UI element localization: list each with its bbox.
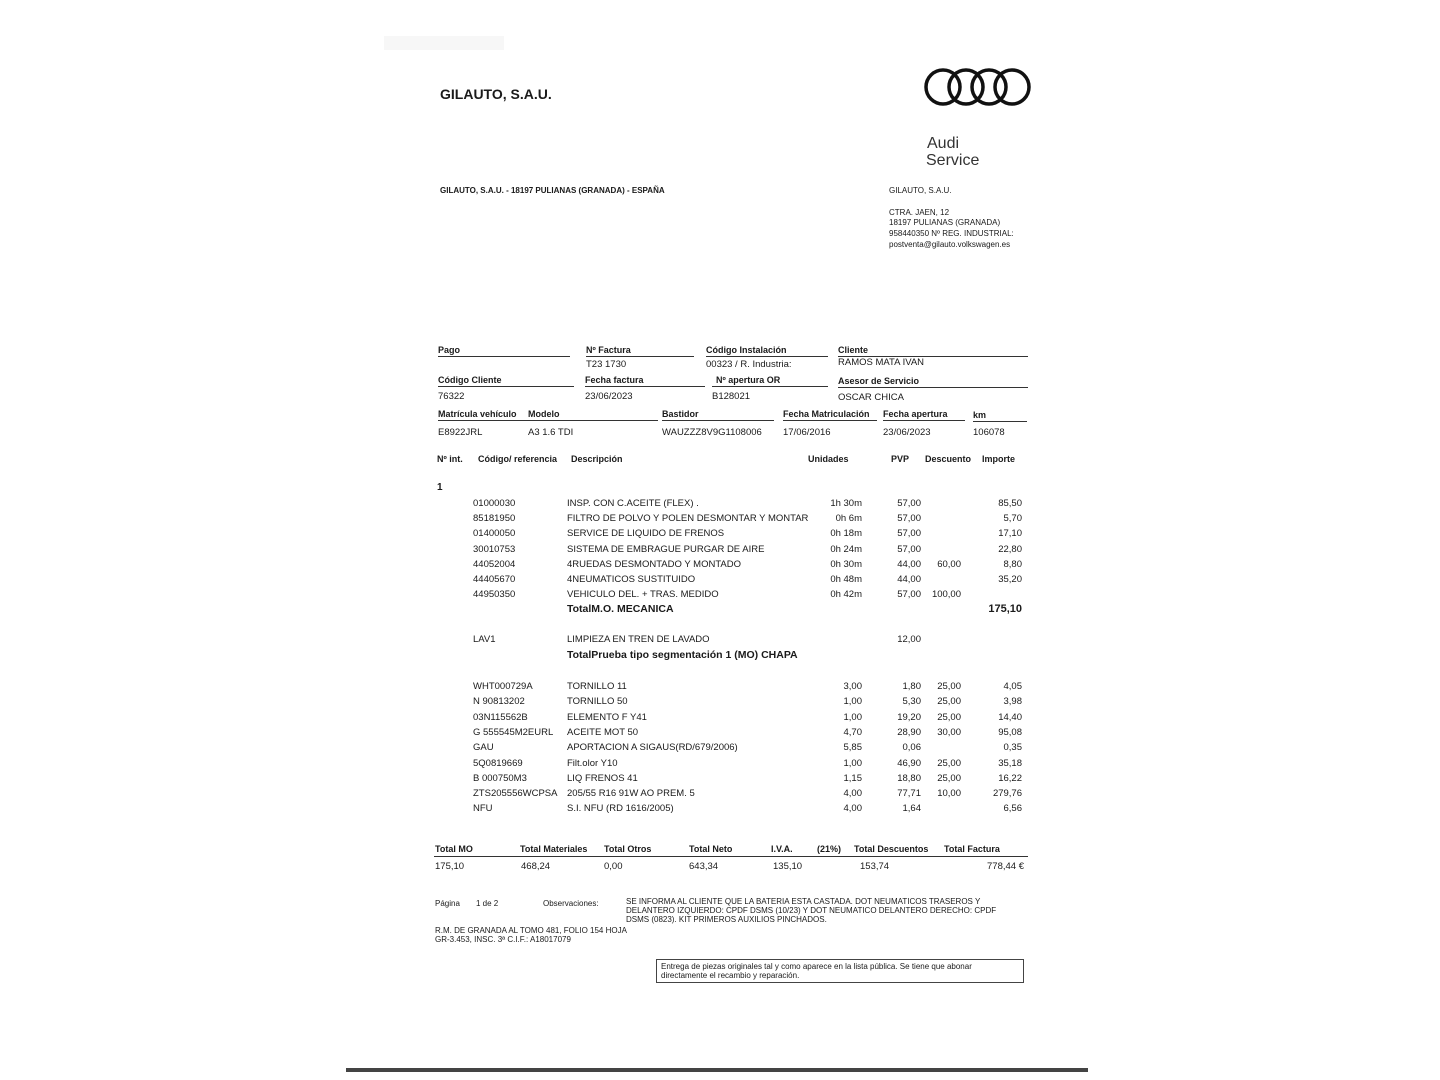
dealer-name: GILAUTO, S.A.U. <box>889 186 952 195</box>
apertura-or-value: B128021 <box>712 391 751 402</box>
line-code: 30010753 <box>473 543 516 555</box>
line-code: ZTS205556WCPSA <box>473 788 558 800</box>
wash-desc: LIMPIEZA EN TREN DE LAVADO <box>567 634 710 645</box>
col-pvp: PVP <box>891 454 910 464</box>
line-units: 0h 6m <box>835 513 862 525</box>
cliente-label: Cliente <box>838 345 869 355</box>
asesor-value: OSCAR CHICA <box>838 392 904 403</box>
line-description: 4RUEDAS DESMONTADO Y MONTADO <box>567 558 742 570</box>
col-codigo: Código/ referencia <box>478 454 558 464</box>
line-description: S.I. NFU (RD 1616/2005) <box>567 803 674 815</box>
line-units: 0h 30m <box>830 558 862 570</box>
line-pvp: 1,80 <box>902 681 921 692</box>
total-mo-value: 175,10 <box>435 861 465 872</box>
line-amount: 22,80 <box>998 543 1022 555</box>
line-code: WHT000729A <box>473 681 533 692</box>
labor-line-row <box>0 498 1440 513</box>
line-code: NFU <box>473 803 493 815</box>
registro-line-2: GR-3.453, INSC. 3ª C.I.F.: A18017079 <box>435 935 571 944</box>
sender-line: GILAUTO, S.A.U. - 18197 PULIANAS (GRANADA) - ESPAÑA <box>440 186 665 195</box>
line-pvp: 44,00 <box>897 558 921 570</box>
line-units: 4,00 <box>843 803 862 815</box>
line-discount: 25,00 <box>937 681 961 692</box>
line-units: 4,00 <box>843 788 862 800</box>
line-amount: 95,08 <box>998 726 1022 738</box>
apertura-or-label: Nº apertura OR <box>716 375 781 385</box>
modelo-label: Modelo <box>528 409 560 419</box>
parts-line-row <box>0 696 1440 711</box>
company-name: GILAUTO, S.A.U. <box>440 86 552 102</box>
apertura-or-underline <box>712 386 828 387</box>
line-pvp: 57,00 <box>897 528 921 540</box>
parts-line-row <box>0 758 1440 773</box>
line-pvp: 18,80 <box>897 772 921 784</box>
line-amount: 279,76 <box>992 788 1022 800</box>
factura-value: T23 1730 <box>586 359 627 370</box>
wash-pvp: 12,00 <box>897 634 921 645</box>
instalacion-label: Código Instalación <box>706 345 787 355</box>
line-pvp: 57,00 <box>897 589 921 601</box>
line-pvp: 0,06 <box>902 742 921 754</box>
line-pvp: 77,71 <box>897 788 921 800</box>
line-units: 1,15 <box>843 772 862 784</box>
labor-line-row <box>0 559 1440 574</box>
line-code: N 90813202 <box>473 696 525 708</box>
parts-line-row <box>0 681 1440 696</box>
parts-line-row <box>0 712 1440 727</box>
bastidor-label: Bastidor <box>662 409 699 419</box>
line-units: 3,00 <box>843 681 862 692</box>
line-pvp: 57,00 <box>897 513 921 525</box>
parts-line-row <box>0 727 1440 742</box>
col-unidades: Unidades <box>808 454 849 464</box>
line-description: LIQ FRENOS 41 <box>567 772 638 784</box>
line-code: GAU <box>473 742 494 754</box>
codigo-cliente-label: Código Cliente <box>438 375 502 385</box>
line-amount: 4,05 <box>1003 681 1022 692</box>
total-descuentos-value: 153,74 <box>860 861 890 872</box>
line-discount: 30,00 <box>937 726 961 738</box>
line-pvp: 44,00 <box>897 574 921 585</box>
line-code: 5Q0819669 <box>473 757 523 769</box>
total-descuentos-label: Total Descuentos <box>854 844 929 854</box>
line-description: 205/55 R16 91W AO PREM. 5 <box>567 788 695 800</box>
totals-underline <box>434 856 1028 857</box>
instalacion-underline <box>706 356 828 357</box>
codigo-cliente-underline <box>438 386 574 387</box>
line-units: 1,00 <box>843 757 862 769</box>
modelo-value: A3 1.6 TDI <box>528 427 574 438</box>
km-underline <box>973 421 1027 422</box>
total-materiales-label: Total Materiales <box>520 844 588 854</box>
audi-rings-logo <box>922 66 1034 108</box>
labor-line-row <box>0 513 1440 528</box>
fecha-factura-label: Fecha factura <box>585 375 644 385</box>
line-description: APORTACION A SIGAUS(RD/679/2006) <box>567 742 738 754</box>
line-code: G 555545M2EURL <box>473 726 554 738</box>
line-description: Filt.olor Y10 <box>567 757 618 769</box>
fecha-matric-value: 17/06/2016 <box>783 427 831 438</box>
line-amount: 14,40 <box>998 711 1022 723</box>
line-pvp: 57,00 <box>897 543 921 555</box>
codigo-cliente-value: 76322 <box>438 391 465 402</box>
observaciones-text: SE INFORMA AL CLIENTE QUE LA BATERIA ESTA CASTADA. DOT NEUMATICOS TRASEROS Y DELANTERO IZQUIERDO: CPDF DSMS (10/23) Y DOT NEUMATICO DELANTERO DERECHO: CPDF DSMS (0823). KIT PRIMEROS AUXILIOS PINCHADOS. <box>626 897 997 924</box>
pago-label: Pago <box>438 345 461 355</box>
line-units: 5,85 <box>843 742 862 754</box>
col-nint: Nº int. <box>437 454 463 464</box>
iva-value: 135,10 <box>773 861 803 872</box>
factura-label: Nº Factura <box>586 345 631 355</box>
fecha-apertura-label: Fecha apertura <box>883 409 948 419</box>
line-amount: 0,35 <box>1003 742 1022 754</box>
total-factura-label: Total Factura <box>944 844 1000 854</box>
line-units: 0h 18m <box>830 528 862 540</box>
scan-artifact <box>384 36 504 50</box>
fecha-factura-value: 23/06/2023 <box>585 391 633 402</box>
line-units: 0h 42m <box>830 589 862 601</box>
line-discount: 25,00 <box>937 696 961 708</box>
line-discount: 25,00 <box>937 757 961 769</box>
labor-line-row <box>0 528 1440 543</box>
line-code: 85181950 <box>473 513 516 525</box>
line-pvp: 1,64 <box>902 803 921 815</box>
fecha-matric-underline <box>783 420 877 421</box>
group-number: 1 <box>437 482 443 493</box>
parts-notice: Entrega de piezas originales tal y como aparece en la lista pública. Se tiene que abonar directamente el recambio y reparación. <box>656 959 1024 983</box>
line-code: 44052004 <box>473 558 516 570</box>
line-units: 1h 30m <box>830 498 862 509</box>
line-amount: 85,50 <box>998 498 1022 509</box>
line-amount: 5,70 <box>1003 513 1022 525</box>
labor-total-label: TotalM.O. MECANICA <box>567 603 674 615</box>
line-amount: 35,18 <box>998 757 1022 769</box>
col-importe: Importe <box>982 454 1016 464</box>
fecha-factura-underline <box>585 386 705 387</box>
bastidor-underline <box>662 420 774 421</box>
line-code: 03N115562B <box>473 711 528 723</box>
wash-total-label: TotalPrueba tipo segmentación 1 (MO) CHAPA <box>567 649 798 661</box>
line-amount: 35,20 <box>998 574 1022 585</box>
asesor-label: Asesor de Servicio <box>838 376 920 386</box>
line-amount: 6,56 <box>1003 803 1022 815</box>
line-description: ELEMENTO F Y41 <box>567 711 647 723</box>
line-code: 44405670 <box>473 574 516 585</box>
labor-line-row <box>0 589 1440 604</box>
line-description: SISTEMA DE EMBRAGUE PURGAR DE AIRE <box>567 543 765 555</box>
col-descuento: Descuento <box>925 454 972 464</box>
line-pvp: 5,30 <box>902 696 921 708</box>
line-pvp: 46,90 <box>897 757 921 769</box>
bastidor-value: WAUZZZ8V9G1108006 <box>662 427 762 438</box>
line-units: 4,70 <box>843 726 862 738</box>
line-code: 01400050 <box>473 528 516 540</box>
line-pvp: 57,00 <box>897 498 921 509</box>
cliente-value: RAMOS MATA IVAN <box>838 357 925 368</box>
line-amount: 16,22 <box>998 772 1022 784</box>
km-value: 106078 <box>973 427 1005 438</box>
parts-line-row <box>0 742 1440 757</box>
labor-line-row <box>0 574 1440 589</box>
line-discount: 10,00 <box>937 788 961 800</box>
iva-pct: (21%) <box>817 844 842 854</box>
labor-line-row <box>0 544 1440 559</box>
line-units: 0h 24m <box>830 543 862 555</box>
pagina-label: Página <box>435 899 460 908</box>
total-mo-label: Total MO <box>435 844 473 854</box>
line-description: ACEITE MOT 50 <box>567 726 639 738</box>
col-descripcion: Descripción <box>571 454 623 464</box>
parts-line-row <box>0 803 1440 818</box>
line-discount: 25,00 <box>937 711 961 723</box>
iva-label: I.V.A. <box>771 844 793 854</box>
line-code: B 000750M3 <box>473 772 527 784</box>
line-discount: 100,00 <box>931 589 961 601</box>
line-units: 0h 48m <box>830 574 862 585</box>
line-description: 4NEUMATICOS SUSTITUIDO <box>567 574 696 585</box>
observaciones-label: Observaciones: <box>543 899 599 908</box>
fecha-matric-label: Fecha Matriculación <box>783 409 870 419</box>
fecha-apertura-value: 23/06/2023 <box>883 427 931 438</box>
dealer-city: 18197 PULIANAS (GRANADA) <box>889 218 1001 227</box>
logo-word-service: Service <box>926 152 980 169</box>
matricula-underline <box>438 420 658 421</box>
line-description: TORNILLO 11 <box>567 681 627 692</box>
line-description: TORNILLO 50 <box>567 696 628 708</box>
factura-underline <box>586 356 694 357</box>
scan-bottom-edge <box>346 1068 1088 1072</box>
pagina-value: 1 de 2 <box>476 899 499 908</box>
total-neto-label: Total Neto <box>689 844 733 854</box>
labor-total-amount: 175,10 <box>988 603 1022 615</box>
dealer-phone: 958440350 Nº REG. INDUSTRIAL: <box>889 229 1014 238</box>
parts-line-row <box>0 788 1440 803</box>
line-discount: 25,00 <box>937 772 961 784</box>
wash-code: LAV1 <box>473 634 496 645</box>
instalacion-value: 00323 / R. Industria: <box>706 359 792 370</box>
matricula-label: Matrícula vehículo <box>438 409 517 419</box>
total-neto-value: 643,34 <box>689 861 719 872</box>
line-units: 1,00 <box>843 711 862 723</box>
line-pvp: 28,90 <box>897 726 921 738</box>
fecha-apertura-underline <box>883 420 965 421</box>
km-label: km <box>973 410 987 420</box>
line-description: FILTRO DE POLVO Y POLEN DESMONTAR Y MONTAR <box>567 513 809 525</box>
dealer-street: CTRA. JAEN, 12 <box>889 208 950 217</box>
line-amount: 8,80 <box>1003 558 1022 570</box>
total-otros-label: Total Otros <box>604 844 652 854</box>
line-description: VEHICULO DEL. + TRAS. MEDIDO <box>567 589 719 601</box>
line-description: INSP. CON C.ACEITE (FLEX) . <box>567 498 699 509</box>
parts-line-row <box>0 773 1440 788</box>
line-units: 1,00 <box>843 696 862 708</box>
line-amount: 17,10 <box>998 528 1022 540</box>
line-description: SERVICE DE LIQUIDO DE FRENOS <box>567 528 725 540</box>
line-code: 01000030 <box>473 498 516 509</box>
pago-underline <box>438 356 570 357</box>
line-amount: 3,98 <box>1003 696 1022 708</box>
logo-word-audi: Audi <box>927 135 960 152</box>
total-factura-value: 778,44 € <box>987 861 1024 872</box>
asesor-underline <box>838 387 1028 388</box>
total-otros-value: 0,00 <box>604 861 623 872</box>
total-materiales-value: 468,24 <box>521 861 551 872</box>
line-code: 44950350 <box>473 589 516 601</box>
dealer-email: postventa@gilauto.volkswagen.es <box>889 240 1011 249</box>
registro-line-1: R.M. DE GRANADA AL TOMO 481, FOLIO 154 HOJA <box>435 926 627 935</box>
line-pvp: 19,20 <box>897 711 921 723</box>
matricula-value: E8922JRL <box>438 427 483 438</box>
line-discount: 60,00 <box>937 558 961 570</box>
